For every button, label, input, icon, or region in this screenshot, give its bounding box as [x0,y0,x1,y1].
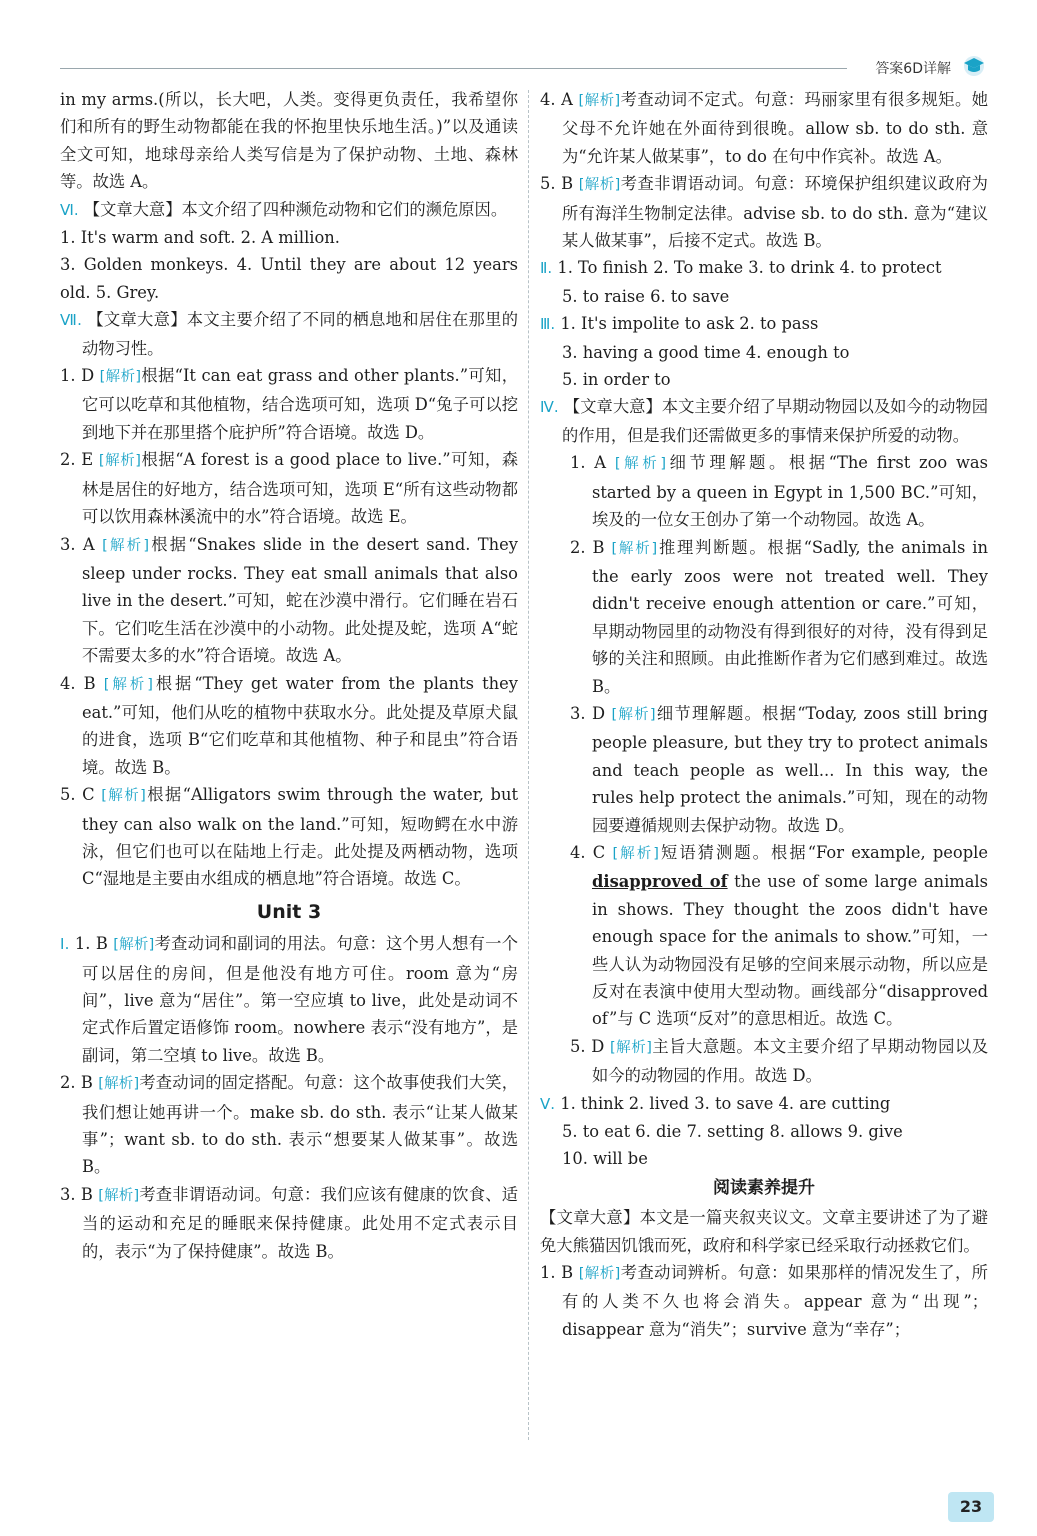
answer-item [540,1259,988,1343]
column-divider [528,90,529,1440]
answer-text: 1. think 2. lived 3. to save 4. are cutting [560,1093,891,1113]
right-column [540,86,988,1343]
answer-text: 细节理解题。根据“Today, zoos still bring people pleasure, but they try to protect animals and teach people as well... In this way, the rules help protect the animals.”可知，现在的动物园要遵循规则去保护动物。故选 D。 [592,703,988,835]
analysis-tag: [解析] [98,1187,140,1204]
answer-text: 根据“They get water from the plants they eat.”可知，他们从吃的植物中获取水分。此处提及草原犬鼠的进食，选项 B“它们吃草和其他植物、种子和昆虫”符合语境。故选 B。 [82,673,518,777]
analysis-tag: [解析] [102,537,150,554]
answer-number: 3. B [60,1184,93,1204]
header-label: 答案6D详解 [875,61,951,77]
section-numeral: Ⅴ. [540,1094,556,1113]
answer-text: 5. to raise 6. to save [562,286,730,306]
answer-text: 根据“Alligators swim through the water, but they can also walk on the land.”可知，短吻鳄在水中游泳，但它们也可以在陆地上行走。此处提及两栖动物，选项 C“湿地是主要由水组成的栖息地”符合语境。故选 C。 [82,785,518,889]
answer-number: 1. A [570,453,607,473]
answer-item [60,1069,518,1181]
text-paragraph [540,366,988,393]
answer-number: 1. B [540,1263,574,1283]
answer-text: 【文章大意】本文主要介绍了不同的栖息地和居住在那里的动物习性。 [82,310,518,358]
answer-text: 短语猜测题。根据“For example, people [658,842,988,862]
text-paragraph [60,306,518,362]
answer-number: 5. D [570,1036,605,1056]
analysis-tag: [解析] [611,706,656,723]
section-numeral: Ⅱ. [540,259,553,278]
answer-item [60,781,518,893]
answer-text: 根据“It can eat grass and other plants.”可知，它可以吃草和其他植物，结合选项可知，选项 D“兔子可以挖到地下并在那里搭个庇护所”符合语境。故选 D。 [82,366,518,442]
page-header [60,58,997,80]
answer-number: 2. B [570,537,605,557]
section-numeral: Ⅶ. [60,311,82,330]
answer-number: 3. A [60,534,95,554]
underlined-phrase: disapproved of [592,872,728,892]
answer-item [60,531,518,670]
answer-number: 1. B [74,934,108,954]
analysis-tag: [解析] [101,788,146,805]
text-paragraph [540,254,988,282]
answer-number: 5. C [60,785,95,805]
analysis-tag: [解析] [98,1076,140,1093]
answer-number: 1. D [60,366,95,386]
answer-item [540,534,988,700]
answer-text: 根据“A forest is a good place to live.”可知，森林是居住的好地方，结合选项可知，选项 E“所有这些动物都可以饮用森林溪流中的水”符合语境。故选 E。 [82,450,518,527]
answer-text: 考查动词辨析。句意：如果那样的情况发生了，所有的人类不久也将会消失。appear 意为“出现”；disappear 意为“消失”；survive 意为“幸存”； [562,1263,988,1339]
answer-number: 3. D [570,703,606,723]
section-numeral: Ⅳ. [540,398,559,417]
text-paragraph [540,1145,988,1172]
analysis-tag: [解析] [578,177,621,194]
answer-text: the use of some large animals in shows. They thought the zoos didn't have enough space for the animals to show.”可知，一些人认为动物园没有足够的空间来展示动物，所以应是反对在表演中使用大型动物。画线部分“disapproved of”与 C 选项“反对”的意思相近。故选 C。 [592,872,988,1029]
section-numeral: Ⅰ. [60,935,70,954]
answer-text: 考查动词不定式。句意：玛丽家里有很多规矩。她父母不允许她在外面待到很晚。allow sb. to do sth. 意为“允许某人做某事”，to do 在句中作宾补。故选 A。 [562,90,988,166]
analysis-tag: [解析] [578,1266,621,1283]
analysis-tag: [解析] [98,453,141,470]
answer-text: 主旨大意题。本文主要介绍了早期动物园以及如今的动物园的作用。故选 D。 [592,1036,988,1086]
answer-text: 【文章大意】本文主要介绍了早期动物园以及如今的动物园的作用，但是我们还需做更多的事情来保护所爱的动物。 [562,397,988,445]
text-paragraph [60,196,518,224]
answer-text: 细节理解题。根据“The first zoo was started by a queen in Egypt in 1,500 BC.”可知，埃及的一位女王创办了第一个动物园。故选 A。 [592,453,988,530]
analysis-tag: [解析] [578,93,621,109]
answer-text: 3. having a good time 4. enough to [562,342,850,362]
answer-text: 10. will be [562,1149,648,1169]
analysis-tag: [解析] [614,456,666,473]
analysis-tag: [解析] [612,845,659,862]
answer-item [60,670,518,782]
answer-text: 1. It's impolite to ask 2. to pass [560,314,819,334]
answer-text: 考查动词和副词的用法。句意：这个男人想有一个可以居住的房间，但是他没有地方可住。room 意为“房间”，live 意为“居住”。第一空应填 to live，此处是动词不定式作后置定语修饰 room。nowhere 表示“没有地方”，是副词，第二空填 to live。故选 B。 [82,934,518,1065]
answer-item [540,449,988,533]
text-paragraph [540,1118,988,1145]
answer-item [540,170,988,254]
answer-number: 4. A [540,90,573,109]
answer-text: 【文章大意】本文介绍了四种濒危动物和它们的濒危原因。 [83,199,508,219]
analysis-tag: [解析] [611,540,658,557]
section-numeral: Ⅵ. [60,200,79,219]
answer-item [540,839,988,1033]
text-paragraph [60,251,518,306]
answer-text: 根据“Snakes slide in the desert sand. They sleep under rocks. They eat small animals that also live in the desert.”可知，蛇在沙漠中滑行。它们睡在岩石下。它们吃生活在沙漠中的小动物。此处提及蛇，选项 A“蛇不需要太多的水”符合语境。故选 A。 [82,534,518,666]
answer-number: 5. B [540,174,574,194]
answer-number: 4. C [570,842,606,862]
text-paragraph [540,1090,988,1118]
left-column [60,86,518,1265]
analysis-tag: [解析] [99,369,142,386]
answer-text: 考查动词的固定搭配。句意：这个故事使我们大笑，我们想让她再讲一个。make sb. do sth. 表示“让某人做某事”；want sb. to do sth. 表示“想要某人做某事”。故选 B。 [82,1073,518,1177]
answer-number: 2. E [60,450,94,470]
section-title: 阅读素养提升 [713,1177,815,1198]
page-number: 23 [948,1492,994,1522]
section-numeral: Ⅲ. [540,315,556,334]
answer-number: 4. B [60,673,96,693]
analysis-tag: [解析] [103,676,153,693]
answer-text: 3. Golden monkeys. 4. Until they are about 12 years old. 5. Grey. [60,255,518,302]
answer-item [60,930,518,1069]
answer-text: 推理判断题。根据“Sadly, the animals in the early zoos were not treated well. They didn't receive enough attention or care.”可知，早期动物园里的动物没有得到很好的对待，没有得到足够的关注和照顾。由此推断作者为它们感到难过。故选 B。 [592,537,988,696]
text-paragraph [60,86,518,196]
text-paragraph [540,310,988,338]
answer-item [540,1033,988,1090]
answer-text: 5. in order to [562,370,671,390]
answer-text: 【文章大意】本文是一篇夹叙夹议文。文章主要讲述了为了避免大熊猫因饥饿而死，政府和科学家已经采取行动拯救它们。 [540,1208,988,1255]
answer-text: 考查非谓语动词。句意：环境保护组织建议政府为所有海洋生物制定法律。advise sb. to do sth. 意为“建议某人做某事”，后接不定式。故选 B。 [562,174,988,251]
answer-number: 2. B [60,1073,93,1093]
graduation-cap-icon [961,54,987,76]
answer-text: 5. to eat 6. die 7. setting 8. allows 9. give [562,1122,903,1142]
text-paragraph [540,393,988,449]
header-rule [60,68,847,69]
text-paragraph [540,1204,988,1259]
answer-item [60,362,518,446]
analysis-tag: [解析] [610,1039,652,1056]
answer-text: 1. To finish 2. To make 3. to drink 4. to protect [557,258,942,278]
text-paragraph [60,224,518,251]
unit-title: Unit 3 [256,900,322,923]
answer-text: 考查非谓语动词。句意：我们应该有健康的饮食、适当的运动和充足的睡眠来保持健康。此处用不定式表示目的，表示“为了保持健康”。故选 B。 [82,1184,518,1261]
analysis-tag: [解析] [113,937,155,954]
answer-item [60,1181,518,1265]
answer-item [540,700,988,839]
answer-item [60,446,518,530]
text-paragraph [540,283,988,310]
answer-item [540,86,988,170]
text-paragraph [540,339,988,366]
answer-text: in my arms.(所以，长大吧，人类。变得更负责任，我希望你们和所有的野生动物都能在我的怀抱里快乐地生活。)”以及通读全文可知，地球母亲给人类写信是为了保护动物、土地、森林等。故选 A。 [60,90,518,192]
answer-text: 1. It's warm and soft. 2. A million. [60,228,340,248]
